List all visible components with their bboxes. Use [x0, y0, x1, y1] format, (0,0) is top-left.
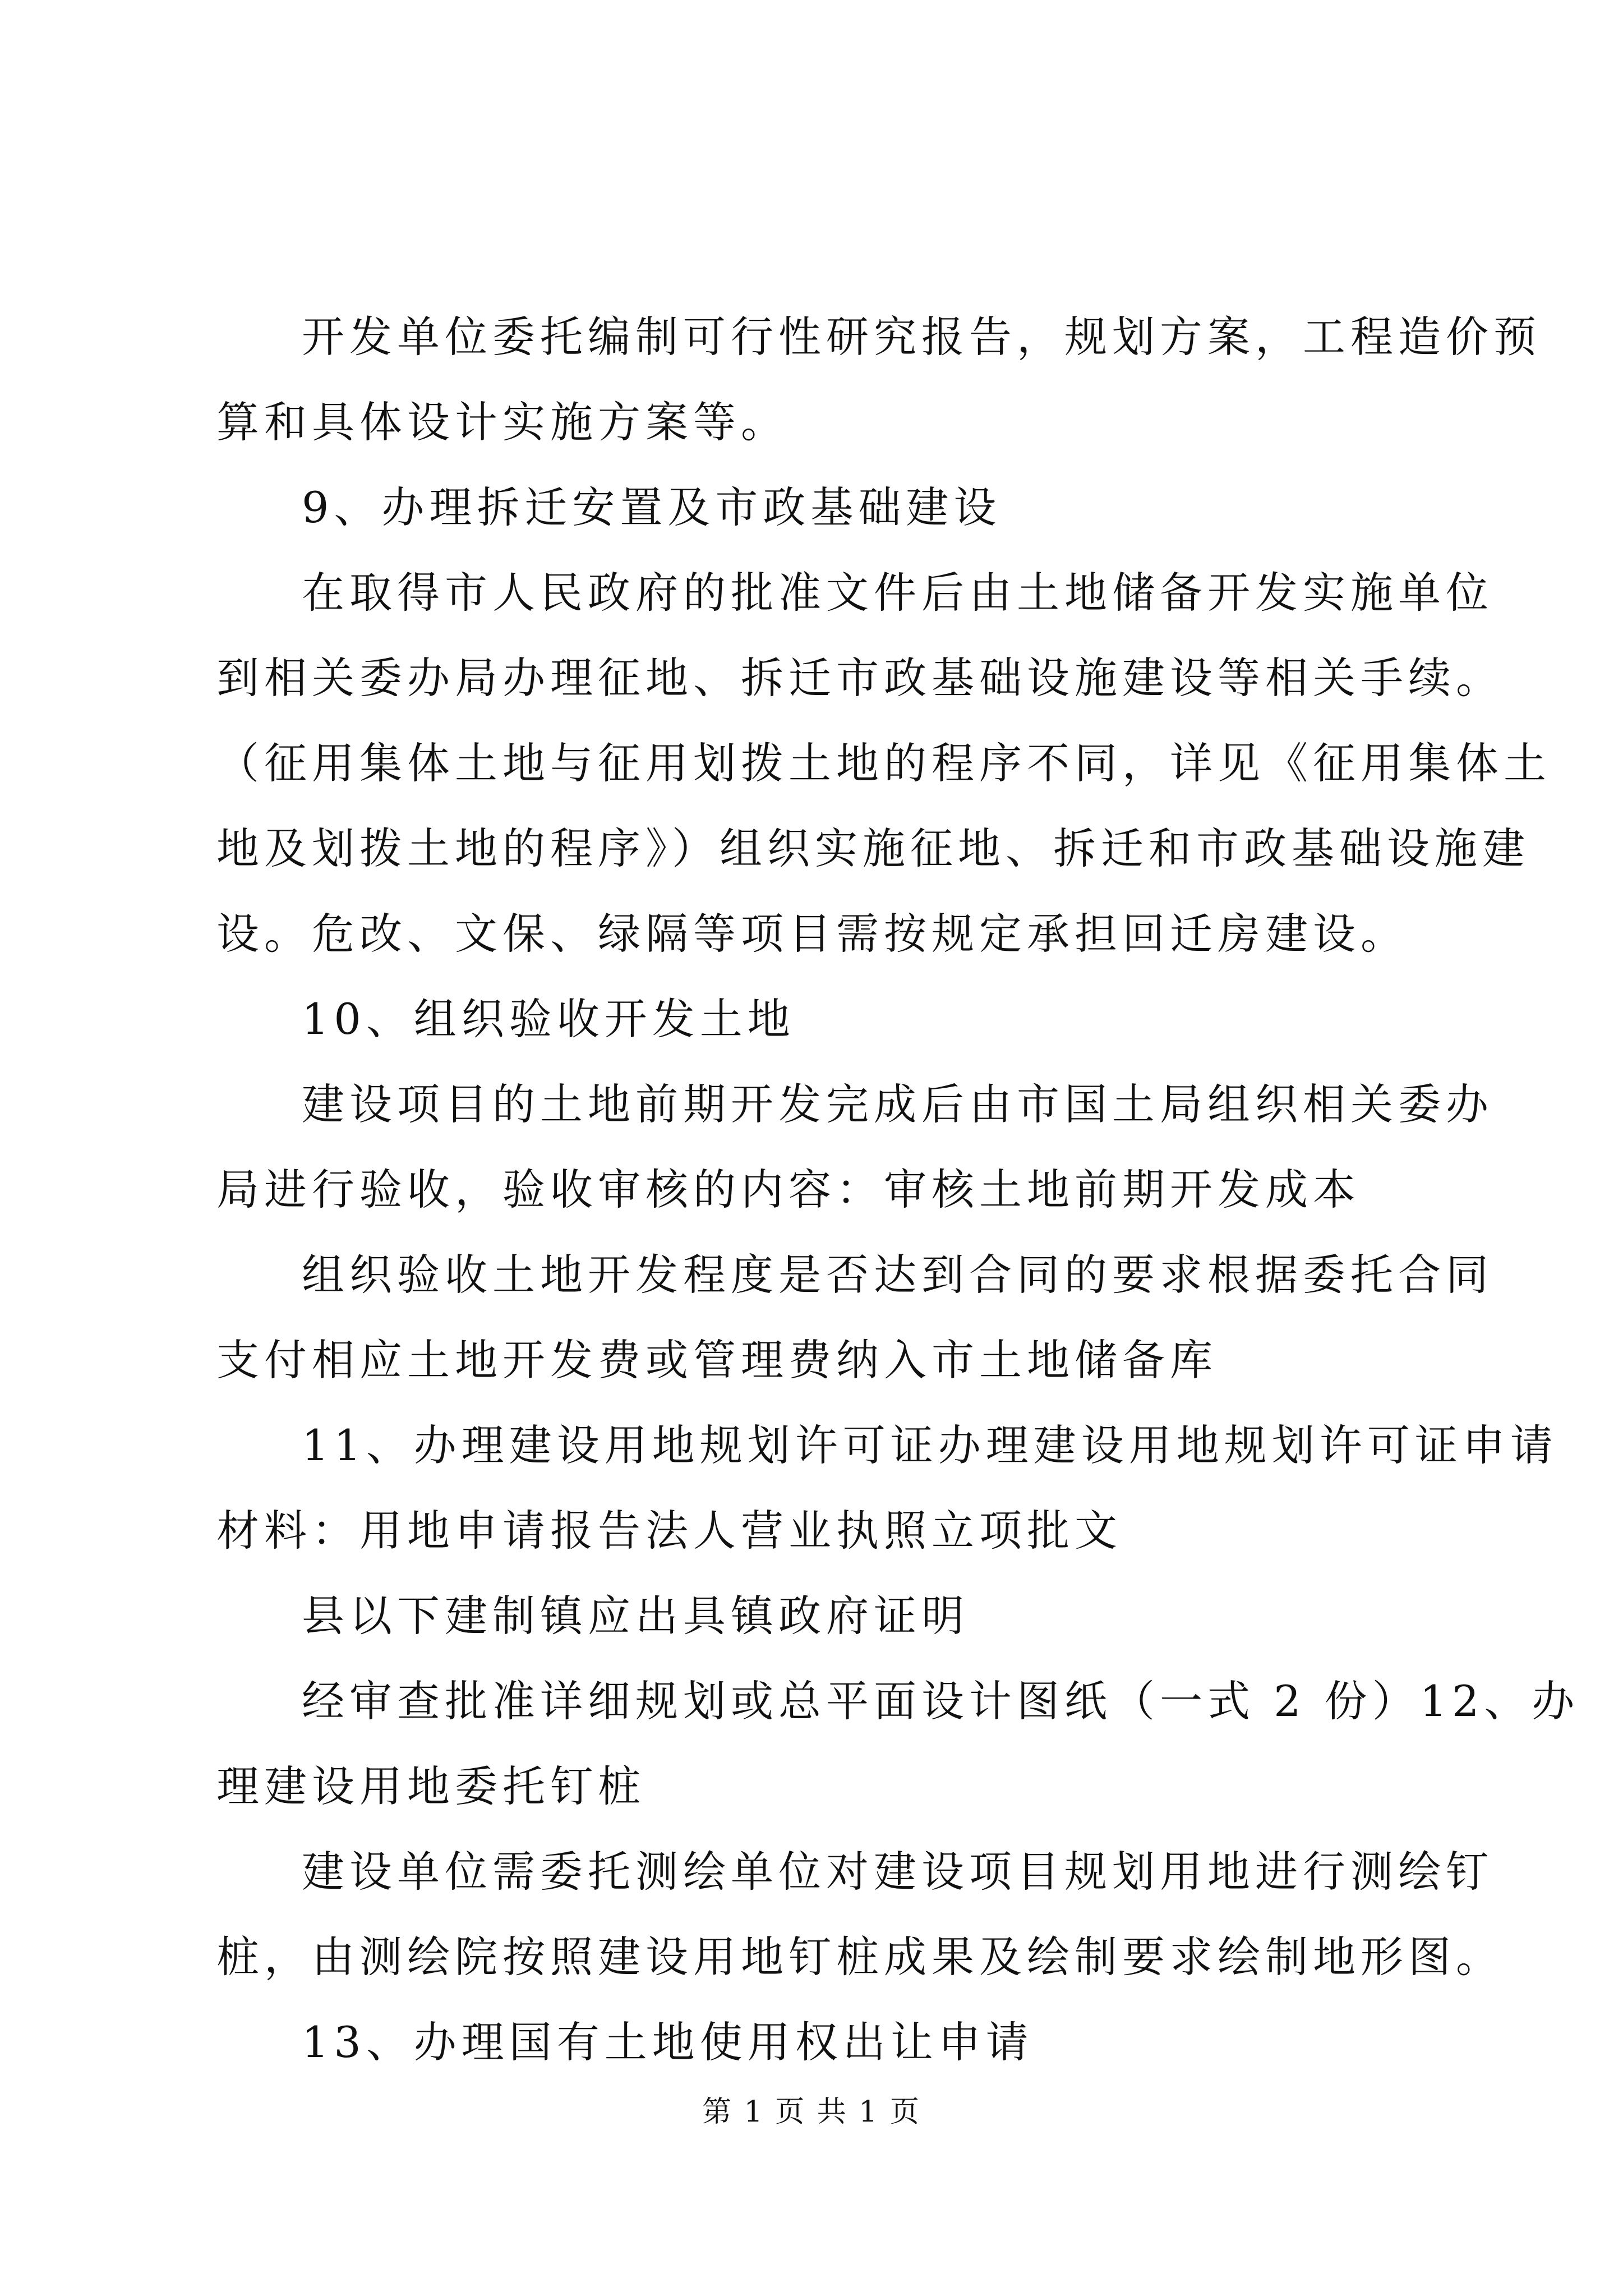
text-line: 建设项目的土地前期开发完成后由市国土局组织相关委办 [302, 1079, 1493, 1129]
page-footer: 第 1 页 共 1 页 [702, 2095, 921, 2129]
text-line: 经审查批准详细规划或总平面设计图纸（一式 2 份）12、办 [302, 1676, 1580, 1726]
document-body [216, 295, 1580, 2085]
text-line: 建设单位需委托测绘单位对建设项目规划用地进行测绘钉 [302, 1847, 1493, 1897]
text-line: （征用集体土地与征用划拨土地的程序不同，详见《征用集体土 [216, 738, 1551, 788]
text-line: 材料：用地申请报告法人营业执照立项批文 [216, 1506, 1122, 1556]
text-line: 11、办理建设用地规划许可证办理建设用地规划许可证申请 [302, 1420, 1558, 1470]
text-line: 10、组织验收开发土地 [302, 994, 795, 1044]
text-line: 开发单位委托编制可行性研究报告，规划方案，工程造价预 [302, 312, 1541, 362]
text-line: 组织验收土地开发程度是否达到合同的要求根据委托合同 [302, 1250, 1493, 1300]
text-line: 算和具体设计实施方案等。 [216, 397, 789, 447]
text-line: 设。危改、文保、绿隔等项目需按规定承担回迁房建设。 [216, 909, 1408, 959]
text-line: 13、办理国有土地使用权出让申请 [302, 2017, 1034, 2067]
text-line: 9、办理拆迁安置及市政基础建设 [302, 482, 1002, 532]
text-line: 在取得市人民政府的批准文件后由土地储备开发实施单位 [302, 568, 1493, 618]
text-line: 理建设用地委托钉桩 [216, 1761, 645, 1811]
text-line: 局进行验收，验收审核的内容：审核土地前期开发成本 [216, 1165, 1361, 1214]
text-line: 县以下建制镇应出具镇政府证明 [302, 1591, 969, 1641]
text-line: 到相关委办局办理征地、拆迁市政基础设施建设等相关手续。 [216, 653, 1504, 703]
text-line: 桩，由测绘院按照建设用地钉桩成果及绘制要求绘制地形图。 [216, 1932, 1504, 1982]
text-line: 支付相应土地开发费或管理费纳入市土地储备库 [216, 1335, 1218, 1385]
text-line: 地及划拨土地的程序》）组织实施征地、拆迁和市政基础设施建 [216, 823, 1530, 873]
